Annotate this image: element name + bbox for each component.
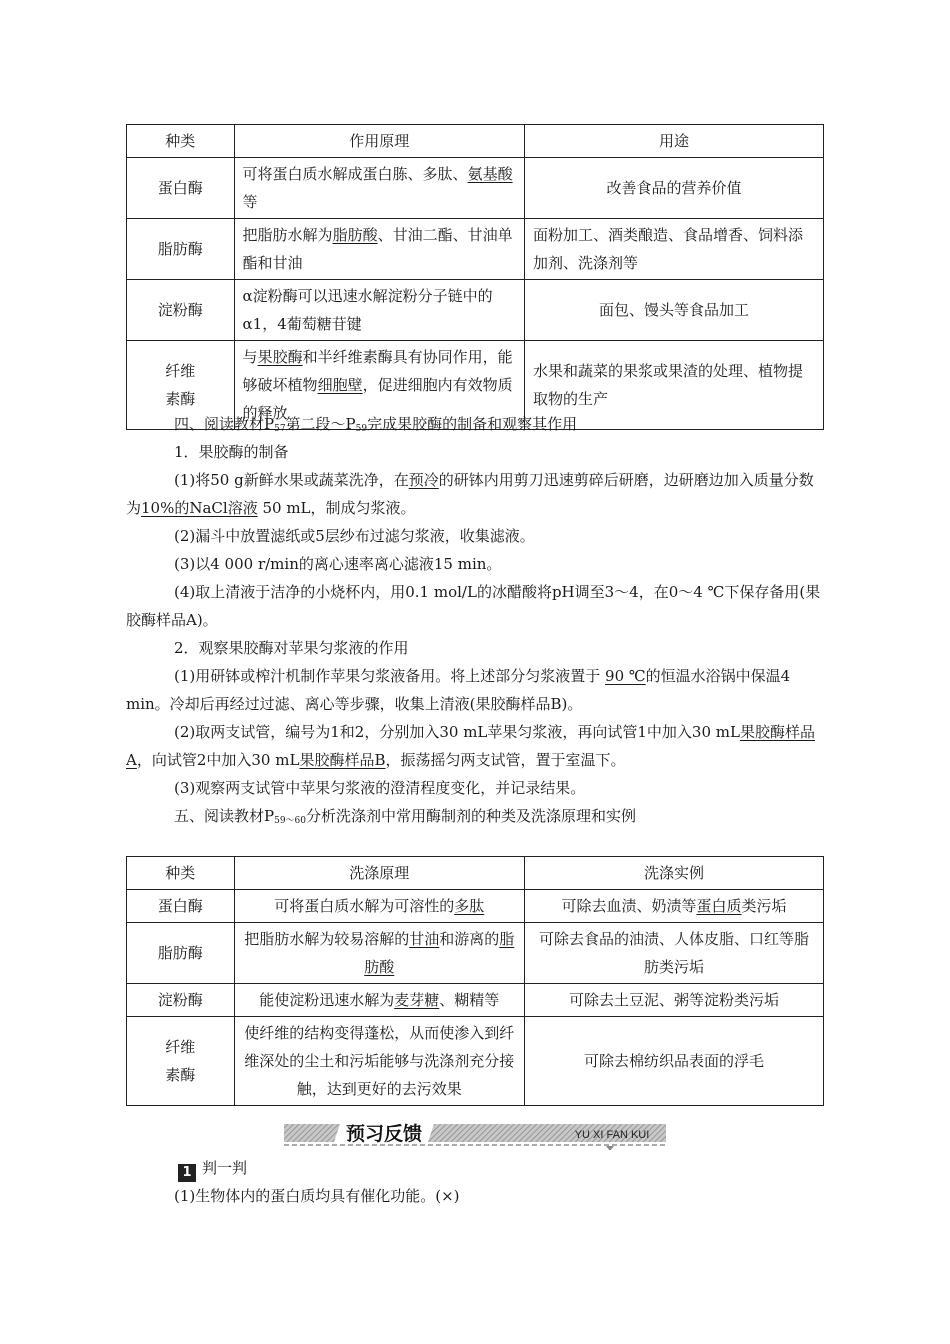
- principle-text: 把脂肪水解为较易溶解的: [244, 930, 410, 948]
- example-cell: 可除去食品的油渍、人体皮脂、口红等脂肪类污垢: [524, 923, 823, 984]
- step-2: (2)漏斗中放置滤纸或5层纱布过滤匀浆液，收集滤液。: [174, 527, 535, 545]
- example-text: 类污垢: [741, 897, 787, 915]
- example-cell: 可除去土豆泥、粥等淀粉类污垢: [524, 984, 823, 1017]
- principle-text: 和半纤维素酶具有协同作用，能够破坏植物: [242, 348, 513, 394]
- type-cell: 蛋白酶: [127, 158, 235, 219]
- step-text: 的研钵内用剪刀迅速剪碎后研磨，边研磨边加入质量分数为: [126, 471, 814, 517]
- type-line: 纤维: [165, 362, 196, 380]
- enzyme-usage-table: [126, 124, 824, 430]
- table-row: [127, 158, 824, 219]
- observe-step-3: (3)观察两支试管中苹果匀浆液的澄清程度变化，并记录结果。: [174, 779, 586, 797]
- page-subscript: 57: [274, 424, 286, 434]
- use-cell: 面包、馒头等食品加工: [524, 280, 823, 341]
- banner-left-stripe: [284, 1124, 340, 1142]
- page-subscript: 59～60: [274, 816, 306, 826]
- underlined-answer: 氨基酸: [467, 165, 513, 183]
- principle-cell: [234, 158, 524, 219]
- practice-question-1: (1)生物体内的蛋白质均具有催化功能。(×): [174, 1187, 460, 1205]
- principle-text: 能使淀粉迅速水解为: [259, 991, 395, 1009]
- type-line: 纤维: [165, 1038, 196, 1056]
- table-row: [127, 280, 824, 341]
- example-cell: 可除去棉纺织品表面的浮毛: [524, 1017, 823, 1106]
- step-text: 50 mL，制成匀浆液。: [257, 499, 416, 517]
- title-text: 分析洗涤剂中常用酶制剂的种类及洗涤原理和实例: [306, 807, 637, 825]
- use-cell: 改善食品的营养价值: [524, 158, 823, 219]
- type-cell: 淀粉酶: [127, 984, 235, 1017]
- type-line: 素酶: [165, 390, 196, 408]
- banner-pinyin: YU XI FAN KUI: [574, 1129, 650, 1141]
- step-1: [126, 466, 826, 522]
- table-row: [127, 923, 824, 984]
- type-line: 素酶: [165, 1066, 196, 1084]
- number-badge: 1: [178, 1164, 196, 1182]
- use-cell: 面粉加工、酒类酿造、食品增香、饲料添加剂、洗涤剂等: [524, 219, 823, 280]
- underlined-answer: 脂肪酸: [332, 226, 378, 244]
- detergent-enzyme-table: [126, 856, 824, 1106]
- principle-cell: [234, 890, 524, 923]
- header-use: 用途: [524, 125, 823, 158]
- principle-text: 与: [242, 348, 258, 366]
- step-4: (4)取上清液于洁净的小烧杯内，用0.1 mol/L的冰醋酸将pH调至3～4，在0～4 ℃下保存备用(果胶酶样品A)。: [126, 583, 821, 629]
- header-example: 洗涤实例: [524, 857, 823, 890]
- type-cell: 淀粉酶: [127, 280, 235, 341]
- principle-text: 等: [242, 193, 258, 211]
- page-subscript: 59: [355, 424, 368, 434]
- principle-text: 和游离的: [439, 930, 500, 948]
- underlined-answer: 90 ℃: [605, 667, 646, 685]
- title-text: 五、阅读教材P: [174, 807, 275, 825]
- underlined-answer: 脂肪酸: [364, 930, 515, 976]
- table-row: [127, 219, 824, 280]
- principle-text: 、甘油二酯、甘油单酯和甘油: [242, 226, 513, 272]
- principle-cell: [234, 923, 524, 984]
- subheading-observe: 2．观察果胶酶对苹果匀浆液的作用: [174, 639, 409, 657]
- table-row: [127, 1017, 824, 1106]
- underlined-answer: 果胶酶样品A: [126, 723, 815, 769]
- title-text: 完成果胶酶的制备和观察其作用: [367, 415, 578, 433]
- underlined-answer: 蛋白质: [696, 897, 742, 915]
- banner-title: 预习反馈: [345, 1123, 423, 1145]
- banner-pointer-icon: [606, 1146, 614, 1150]
- table-header-row: [127, 857, 824, 890]
- principle-text: 可将蛋白质水解为可溶性的: [274, 897, 455, 915]
- step-text: ，向试管2中加入30 mL: [136, 751, 300, 769]
- principle-text: 把脂肪水解为: [242, 226, 333, 244]
- header-type: 种类: [127, 857, 235, 890]
- example-cell: [524, 890, 823, 923]
- header-type: 种类: [127, 125, 235, 158]
- step-text: (1)将50 g新鲜水果或蔬菜洗净，在: [174, 471, 409, 489]
- example-text: 可除去血渍、奶渍等: [561, 897, 697, 915]
- underlined-answer: 细胞壁: [317, 376, 363, 394]
- header-principle: 洗涤原理: [234, 857, 524, 890]
- title-text: 第二段～P: [285, 415, 356, 433]
- practice-heading: [178, 1154, 878, 1182]
- type-cell: 脂肪酶: [127, 219, 235, 280]
- step-text: ，振荡摇匀两支试管，置于室温下。: [385, 751, 626, 769]
- underlined-answer: 预冷: [408, 471, 439, 489]
- observe-step-1: [126, 662, 826, 718]
- step-text: (2)取两支试管，编号为1和2，分别加入30 mL苹果匀浆液，再向试管1中加入30 mL: [174, 723, 740, 741]
- step-text: 的恒温水浴锅中保温4 min。冷却后再经过过滤、离心等步骤，收集上清液(果胶酶样品B)。: [126, 667, 791, 713]
- underlined-answer: 麦芽糖: [394, 991, 440, 1009]
- principle-cell: 使纤维的结构变得蓬松，从而使渗入到纤维深处的尘土和污垢能够与洗涤剂充分接触，达到更好的去污效果: [234, 1017, 524, 1106]
- principle-text: 可将蛋白质水解成蛋白胨、多肽、: [242, 165, 468, 183]
- underlined-answer: 果胶酶: [257, 348, 303, 366]
- principle-cell: [234, 219, 524, 280]
- practice-label: 判一判: [202, 1159, 248, 1177]
- preview-feedback-banner: [284, 1116, 666, 1150]
- table-header-row: [127, 125, 824, 158]
- header-principle: 作用原理: [234, 125, 524, 158]
- principle-text: ，促进细胞内有效物质的释放: [242, 376, 513, 422]
- principle-cell: α淀粉酶可以迅速水解淀粉分子链中的α1，4葡萄糖苷键: [234, 280, 524, 341]
- table-row: [127, 984, 824, 1017]
- principle-cell: [234, 984, 524, 1017]
- type-cell: 脂肪酶: [127, 923, 235, 984]
- observe-step-2: [126, 718, 826, 774]
- underlined-answer: 10%的NaCl溶液: [141, 499, 258, 517]
- table-row: [127, 890, 824, 923]
- section-5-title: [126, 802, 826, 835]
- use-cell: 水果和蔬菜的果浆或果渣的处理、植物提取物的生产: [524, 341, 823, 430]
- underlined-answer: 甘油: [409, 930, 440, 948]
- type-cell: [127, 1017, 235, 1106]
- step-3: (3)以4 000 r/min的离心速率离心滤液15 min。: [174, 555, 502, 573]
- type-cell: 蛋白酶: [127, 890, 235, 923]
- title-text: 四、阅读教材P: [174, 415, 275, 433]
- subheading-pectinase-prep: 1．果胶酶的制备: [174, 443, 289, 461]
- principle-text: 、糊精等: [439, 991, 500, 1009]
- step-text: (1)用研钵或榨汁机制作苹果匀浆液备用。将上述部分匀浆液置于: [174, 667, 606, 685]
- underlined-answer: 果胶酶样品B: [299, 751, 386, 769]
- underlined-answer: 多肽: [454, 897, 485, 915]
